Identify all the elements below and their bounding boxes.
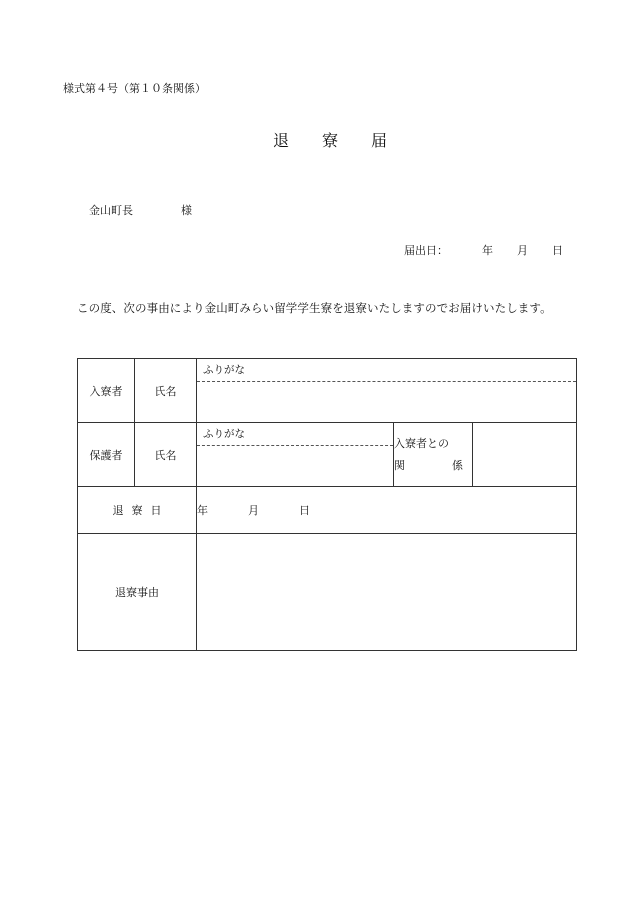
title-char-3: 届 <box>371 131 388 150</box>
resident-name-field[interactable] <box>197 382 576 422</box>
reason-row <box>78 534 577 651</box>
resident-row <box>78 359 577 423</box>
leave-date-day: 日 <box>299 504 310 517</box>
reason-label: 退寮事由 <box>78 534 197 651</box>
leave-date-label: 退 寮 日 <box>78 487 197 534</box>
document-title <box>200 128 460 151</box>
addressee-honorific: 様 <box>181 204 192 217</box>
guardian-label: 保護者 <box>78 423 135 487</box>
guardian-furigana-label: ふりがな <box>203 427 245 440</box>
resident-furigana-field[interactable] <box>197 360 576 382</box>
resident-name-label: 氏名 <box>135 359 197 423</box>
guardian-name-label: 氏名 <box>135 423 197 487</box>
leave-date-month: 月 <box>248 504 259 517</box>
relationship-field[interactable] <box>473 423 577 487</box>
submission-day: 日 <box>552 244 563 257</box>
guardian-name-cell <box>197 423 394 487</box>
relationship-label-line2: 関 係 <box>394 458 463 472</box>
form-number: 様式第４号（第１０条関係） <box>63 82 206 95</box>
relationship-label <box>394 423 473 487</box>
submission-month: 月 <box>517 244 528 257</box>
statement-text: この度、次の事由により金山町みらい留学学生寮を退寮いたしますのでお届けいたします。 <box>77 301 552 315</box>
title-char-1: 退 <box>272 131 289 150</box>
guardian-row <box>78 423 577 487</box>
resident-furigana-label: ふりがな <box>203 363 245 376</box>
relationship-label-line1: 入寮者との <box>394 436 449 450</box>
title-char-2: 寮 <box>321 131 338 150</box>
submission-year: 年 <box>482 244 493 257</box>
addressee <box>89 202 192 218</box>
leave-date-row <box>78 487 577 534</box>
leave-form-table <box>77 358 577 651</box>
addressee-name: 金山町長 <box>89 204 133 217</box>
leave-date-year: 年 <box>197 504 208 517</box>
resident-label: 入寮者 <box>78 359 135 423</box>
submission-date <box>404 242 563 258</box>
guardian-name-field[interactable] <box>197 446 393 486</box>
reason-field[interactable] <box>197 534 577 651</box>
resident-name-cell <box>197 359 577 423</box>
guardian-furigana-field[interactable] <box>197 424 393 446</box>
submission-date-label: 届出日： <box>404 244 448 257</box>
leave-date-field[interactable] <box>197 487 577 534</box>
